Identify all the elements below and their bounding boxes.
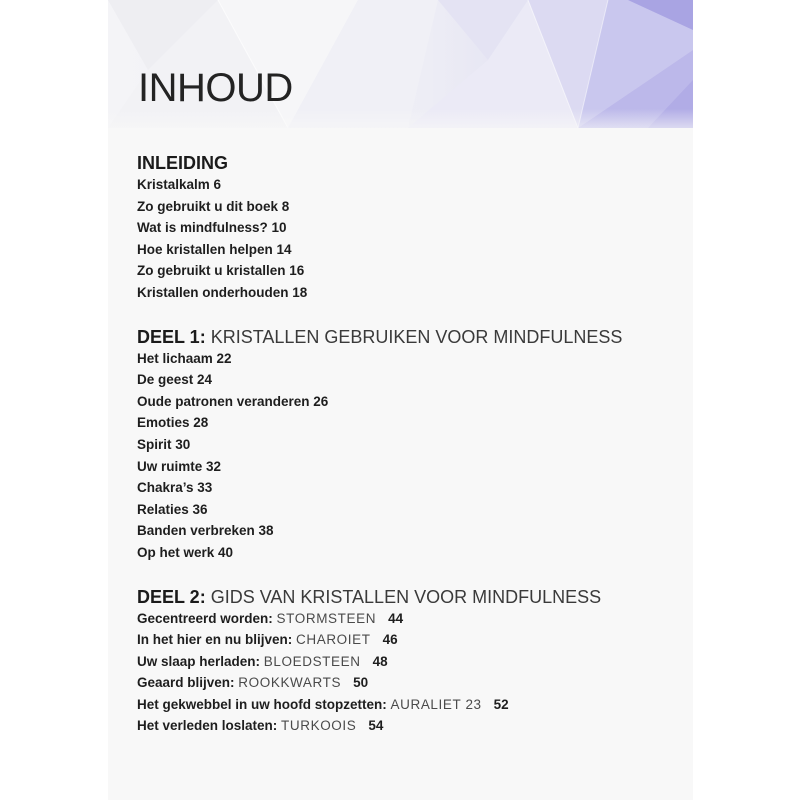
toc-entry: Oude patronen veranderen 26	[137, 393, 329, 409]
section-heading	[137, 586, 677, 608]
section-heading-label: DEEL 1:	[137, 326, 206, 347]
toc-entry: Relaties 36	[137, 501, 208, 517]
toc-entry: Wat is mindfulness? 10	[137, 220, 287, 236]
entry-topic: Het gekwebbel in uw hoofd stopzetten:	[137, 696, 391, 712]
toc-entry: Kristallen onderhouden 18	[137, 284, 308, 300]
entry-topic: Uw slaap herladen:	[137, 653, 264, 669]
entry-page-number: 52	[493, 696, 509, 712]
entry-page-number: 50	[353, 675, 369, 691]
page-title: INHOUD	[138, 66, 293, 110]
section-heading-title: GIDS VAN KRISTALLEN VOOR MINDFULNESS	[205, 586, 602, 607]
entry-crystal-name: BLOEDSTEEN	[263, 653, 361, 669]
section-heading-label: DEEL 2:	[137, 586, 206, 607]
toc-entry: Spirit 30	[137, 436, 191, 452]
entry-list	[137, 174, 677, 304]
entry-crystal-name: TURKOOIS	[281, 718, 357, 734]
entry-crystal-name: AURALIET 23	[390, 696, 482, 712]
toc-entry: Emoties 28	[137, 415, 209, 431]
toc-entry: Chakra’s 33	[137, 480, 213, 496]
table-of-contents	[137, 152, 677, 737]
toc-entry	[137, 608, 677, 630]
toc-entry: Zo gebruikt u kristallen 16	[137, 263, 305, 279]
toc-entry: Hoe kristallen helpen 14	[137, 241, 292, 257]
section-heading-title: KRISTALLEN GEBRUIKEN VOOR MINDFULNESS	[205, 326, 623, 347]
entry-list	[137, 348, 677, 564]
section-heading	[137, 326, 677, 348]
entry-crystal-name: STORMSTEEN	[276, 610, 377, 626]
toc-entry	[137, 715, 677, 737]
toc-entry: Zo gebruikt u dit boek 8	[137, 198, 290, 214]
toc-entry	[137, 694, 677, 716]
entry-crystal-name: ROOKKWARTS	[238, 675, 342, 691]
entry-page-number: 46	[382, 632, 398, 648]
entry-crystal-name: CHAROIET	[296, 632, 371, 648]
entry-page-number: 48	[372, 653, 388, 669]
section-deel-1	[137, 326, 677, 564]
section-deel-2	[137, 586, 677, 738]
toc-entry	[137, 672, 677, 694]
toc-entry: Kristalkalm 6	[137, 177, 222, 192]
section-heading	[137, 152, 677, 174]
toc-entry: Op het werk 40	[137, 544, 234, 560]
toc-entry: Banden verbreken 38	[137, 523, 274, 539]
entry-topic: Gecentreerd worden:	[137, 610, 277, 626]
toc-entry: Het lichaam 22	[137, 350, 232, 366]
entry-list	[137, 608, 677, 738]
book-page	[108, 0, 693, 800]
toc-entry	[137, 651, 677, 673]
section-heading-label: INLEIDING	[137, 153, 229, 173]
entry-topic: Geaard blijven:	[137, 675, 239, 691]
toc-entry: Uw ruimte 32	[137, 458, 222, 474]
toc-entry	[137, 629, 677, 651]
section-inleiding	[137, 152, 677, 304]
entry-page-number: 54	[368, 718, 384, 734]
entry-page-number: 44	[388, 610, 404, 626]
entry-topic: In het hier en nu blijven:	[137, 632, 297, 648]
entry-topic: Het verleden loslaten:	[137, 718, 282, 734]
toc-entry: De geest 24	[137, 372, 213, 388]
